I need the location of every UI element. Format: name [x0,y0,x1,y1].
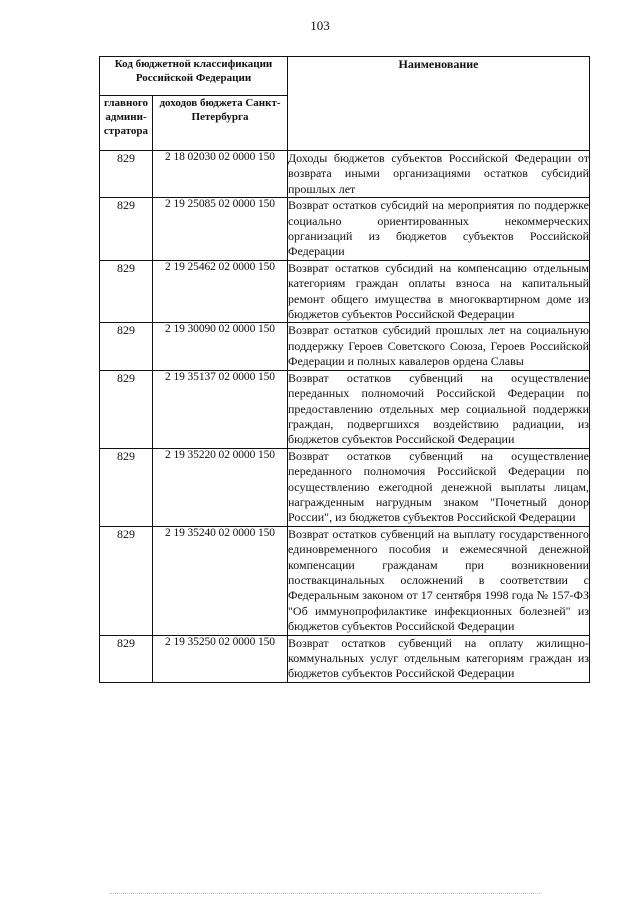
header-row-top [100,57,590,96]
admin-code-cell: 829 [100,635,153,682]
revenue-code-cell: 2 19 35220 02 0000 150 [153,448,288,526]
admin-code-cell: 829 [100,151,153,198]
table-row [100,370,590,448]
revenue-code-cell: 2 19 25085 02 0000 150 [153,198,288,261]
revenue-code-cell: 2 19 35250 02 0000 150 [153,635,288,682]
revenue-name-cell: Возврат остатков субсидий прошлых лет на социальную поддержку Героев Советского Союза, Героев Российской Федерации и полных кавалеров ордена Славы [288,323,589,369]
revenue-name-cell: Возврат остатков субвенций на осуществление переданного полномочия Российской Федерации по осуществлению ежегодной денежной выплаты лицам, награжденным нагрудным знаком "Почетный донор России", из бюджетов субъектов Российской Федерации [288,448,589,525]
header-name: Наименование [288,57,590,151]
table-row [100,526,590,635]
table-row [100,198,590,261]
revenue-name-cell: Возврат остатков субвенций на оплату жилищно-коммунальных услуг отдельным категориям граждан из бюджетов субъектов Российской Федерации [288,635,589,681]
admin-code-cell: 829 [100,448,153,526]
table-row [100,260,590,323]
revenue-code-cell: 2 19 35240 02 0000 150 [153,526,288,635]
revenue-code-cell: 2 19 25462 02 0000 150 [153,260,288,323]
header-classification-code: Код бюджетной классификации Российской Федерации [100,57,288,96]
table-row [100,635,590,682]
revenue-code-cell: 2 19 35137 02 0000 150 [153,370,288,448]
revenue-name-cell: Возврат остатков субвенций на выплату государственного единовременного пособия и ежемесячной денежной компенсации гражданам при возникновении поствакцинальных осложнений в соответствии с Федеральным законом от 17 сентября 1998 года № 157-ФЗ "Об иммунопрофилактике инфекционных болезней" из бюджетов субъектов Российской Федерации [288,526,589,634]
table-row [100,448,590,526]
revenue-name-cell: Доходы бюджетов субъектов Российской Федерации от возврата иными организациями остатков субсидий прошлых лет [288,151,589,196]
revenue-code-cell: 2 18 02030 02 0000 150 [153,151,288,198]
admin-code-cell: 829 [100,260,153,323]
revenue-code-cell: 2 19 30090 02 0000 150 [153,323,288,370]
table-row [100,151,590,198]
admin-code-cell: 829 [100,198,153,261]
page-footer-divider [110,893,540,898]
admin-code-cell: 829 [100,526,153,635]
header-revenue-code: доходов бюджета Санкт-Петербурга [153,96,288,151]
revenue-name-cell: Возврат остатков субвенций на осуществление переданных полномочий Российской Федерации по предоставлению отдельных мер социальной поддержки граждан, подвергшихся воздействию радиации, из бюджетов субъектов Российской Федерации [288,370,589,447]
revenue-name-cell: Возврат остатков субсидий на мероприятия по поддержке социально ориентированных некоммерческих организаций из бюджетов субъектов Российской Федерации [288,198,589,259]
budget-classification-table [99,56,590,683]
table-row [100,323,590,370]
page-number: 103 [310,18,330,33]
revenue-name-cell: Возврат остатков субсидий на компенсацию отдельным категориям граждан оплаты взноса на капитальный ремонт общего имущества в многоквартирном доме из бюджетов субъектов Российской Федерации [288,260,589,322]
admin-code-cell: 829 [100,323,153,370]
admin-code-cell: 829 [100,370,153,448]
header-main-administrator: главного админи-стратора [100,96,153,151]
